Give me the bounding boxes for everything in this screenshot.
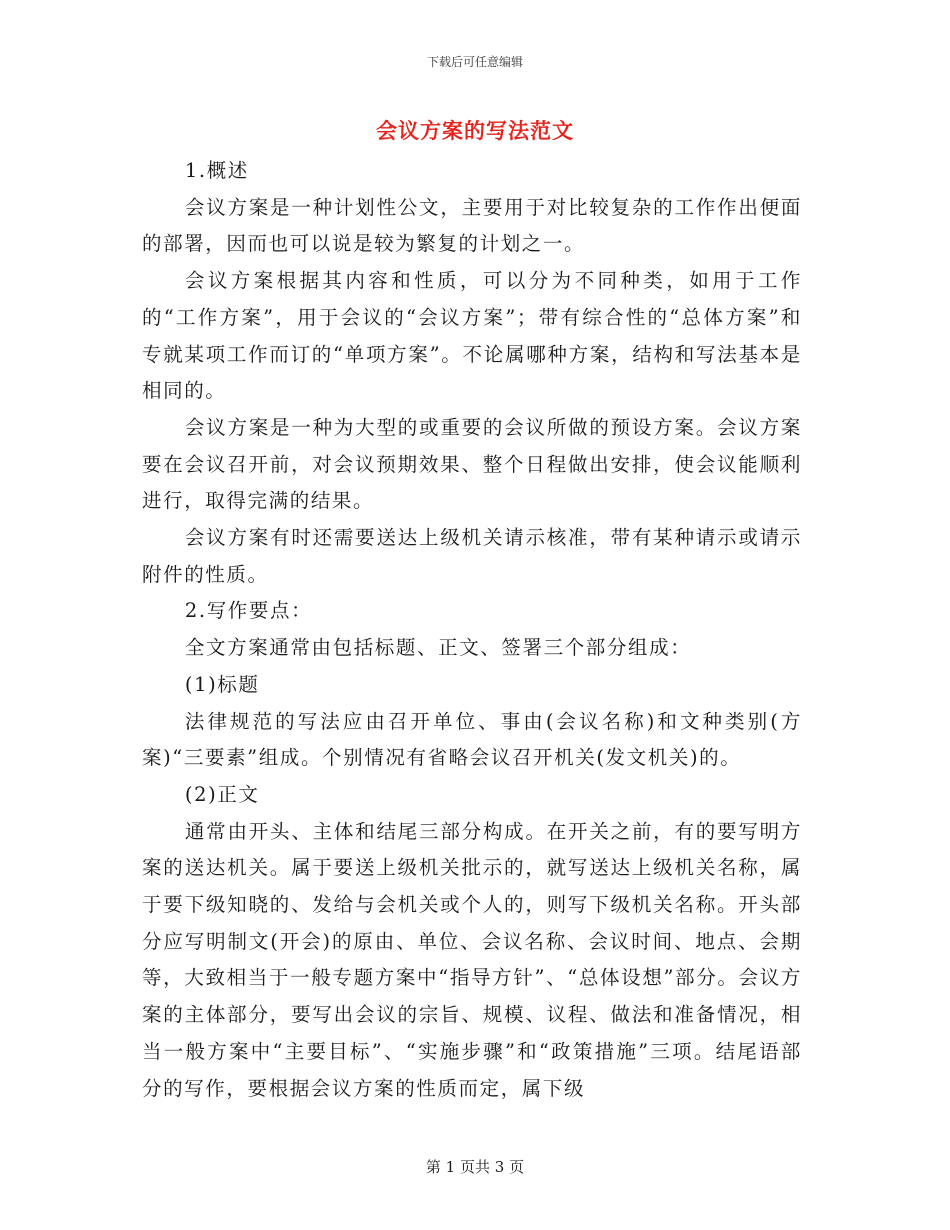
paragraph: 通常由开头、主体和结尾三部分构成。在开关之前，有的要写明方案的送达机关。属于要送上级机关批示的，就写送达上级机关名称，属于要下级知晓的、发给与会机关或个人的，则写下级机关名称。开头部分应写明制文(开会)的原由、单位、会议名称、会议时间、地点、会期等，大致相当于一般专题方案中“指导方针”、“总体设想”部分。会议方案的主体部分，要写出会议的宗旨、规模、议程、做法和准备情况，相当一般方案中“主要目标”、“实施步骤”和“政策措施”三项。结尾语部分的写作，要根据会议方案的性质而定，属下级 [142, 819, 802, 1100]
section-heading-overview: 1.概述 [184, 159, 249, 182]
paragraph: 会议方案有时还需要送达上级机关请示核准，带有某种请示或请示附件的性质。 [142, 526, 802, 586]
page-header: 下载后可任意编辑 [426, 55, 523, 69]
page-number: 第 1 页共 3 页 [425, 1158, 525, 1176]
subheading-title: (1)标题 [184, 672, 260, 696]
paragraph: 法律规范的写法应由召开单位、事由(会议名称)和文种类别(方案)“三要素”组成。个别情况有省略会议召开机关(发文机关)的。 [142, 709, 802, 770]
document-body [142, 153, 802, 1107]
paragraph: 会议方案是一种为大型的或重要的会议所做的预设方案。会议方案要在会议召开前，对会议预期效果、整个日程做出安排，使会议能顺利进行，取得完满的结果。 [142, 415, 802, 513]
paragraph: 会议方案根据其内容和性质，可以分为不同种类，如用于工作的“工作方案”，用于会议的“会议方案”；带有综合性的“总体方案”和专就某项工作而订的“单项方案”。不论属哪种方案，结构和写法基本是相同的。 [142, 269, 802, 403]
subheading-body: (2)正文 [184, 782, 260, 806]
paragraph: 会议方案是一种计划性公文，主要用于对比较复杂的工作作出便面的部署，因而也可以说是较为繁复的计划之一。 [142, 195, 802, 256]
section-heading-writing-points: 2.写作要点： [184, 599, 313, 623]
paragraph: 全文方案通常由包括标题、正文、签署三个部分组成： [184, 636, 692, 660]
document-title: 会议方案的写法范文 [376, 118, 574, 143]
